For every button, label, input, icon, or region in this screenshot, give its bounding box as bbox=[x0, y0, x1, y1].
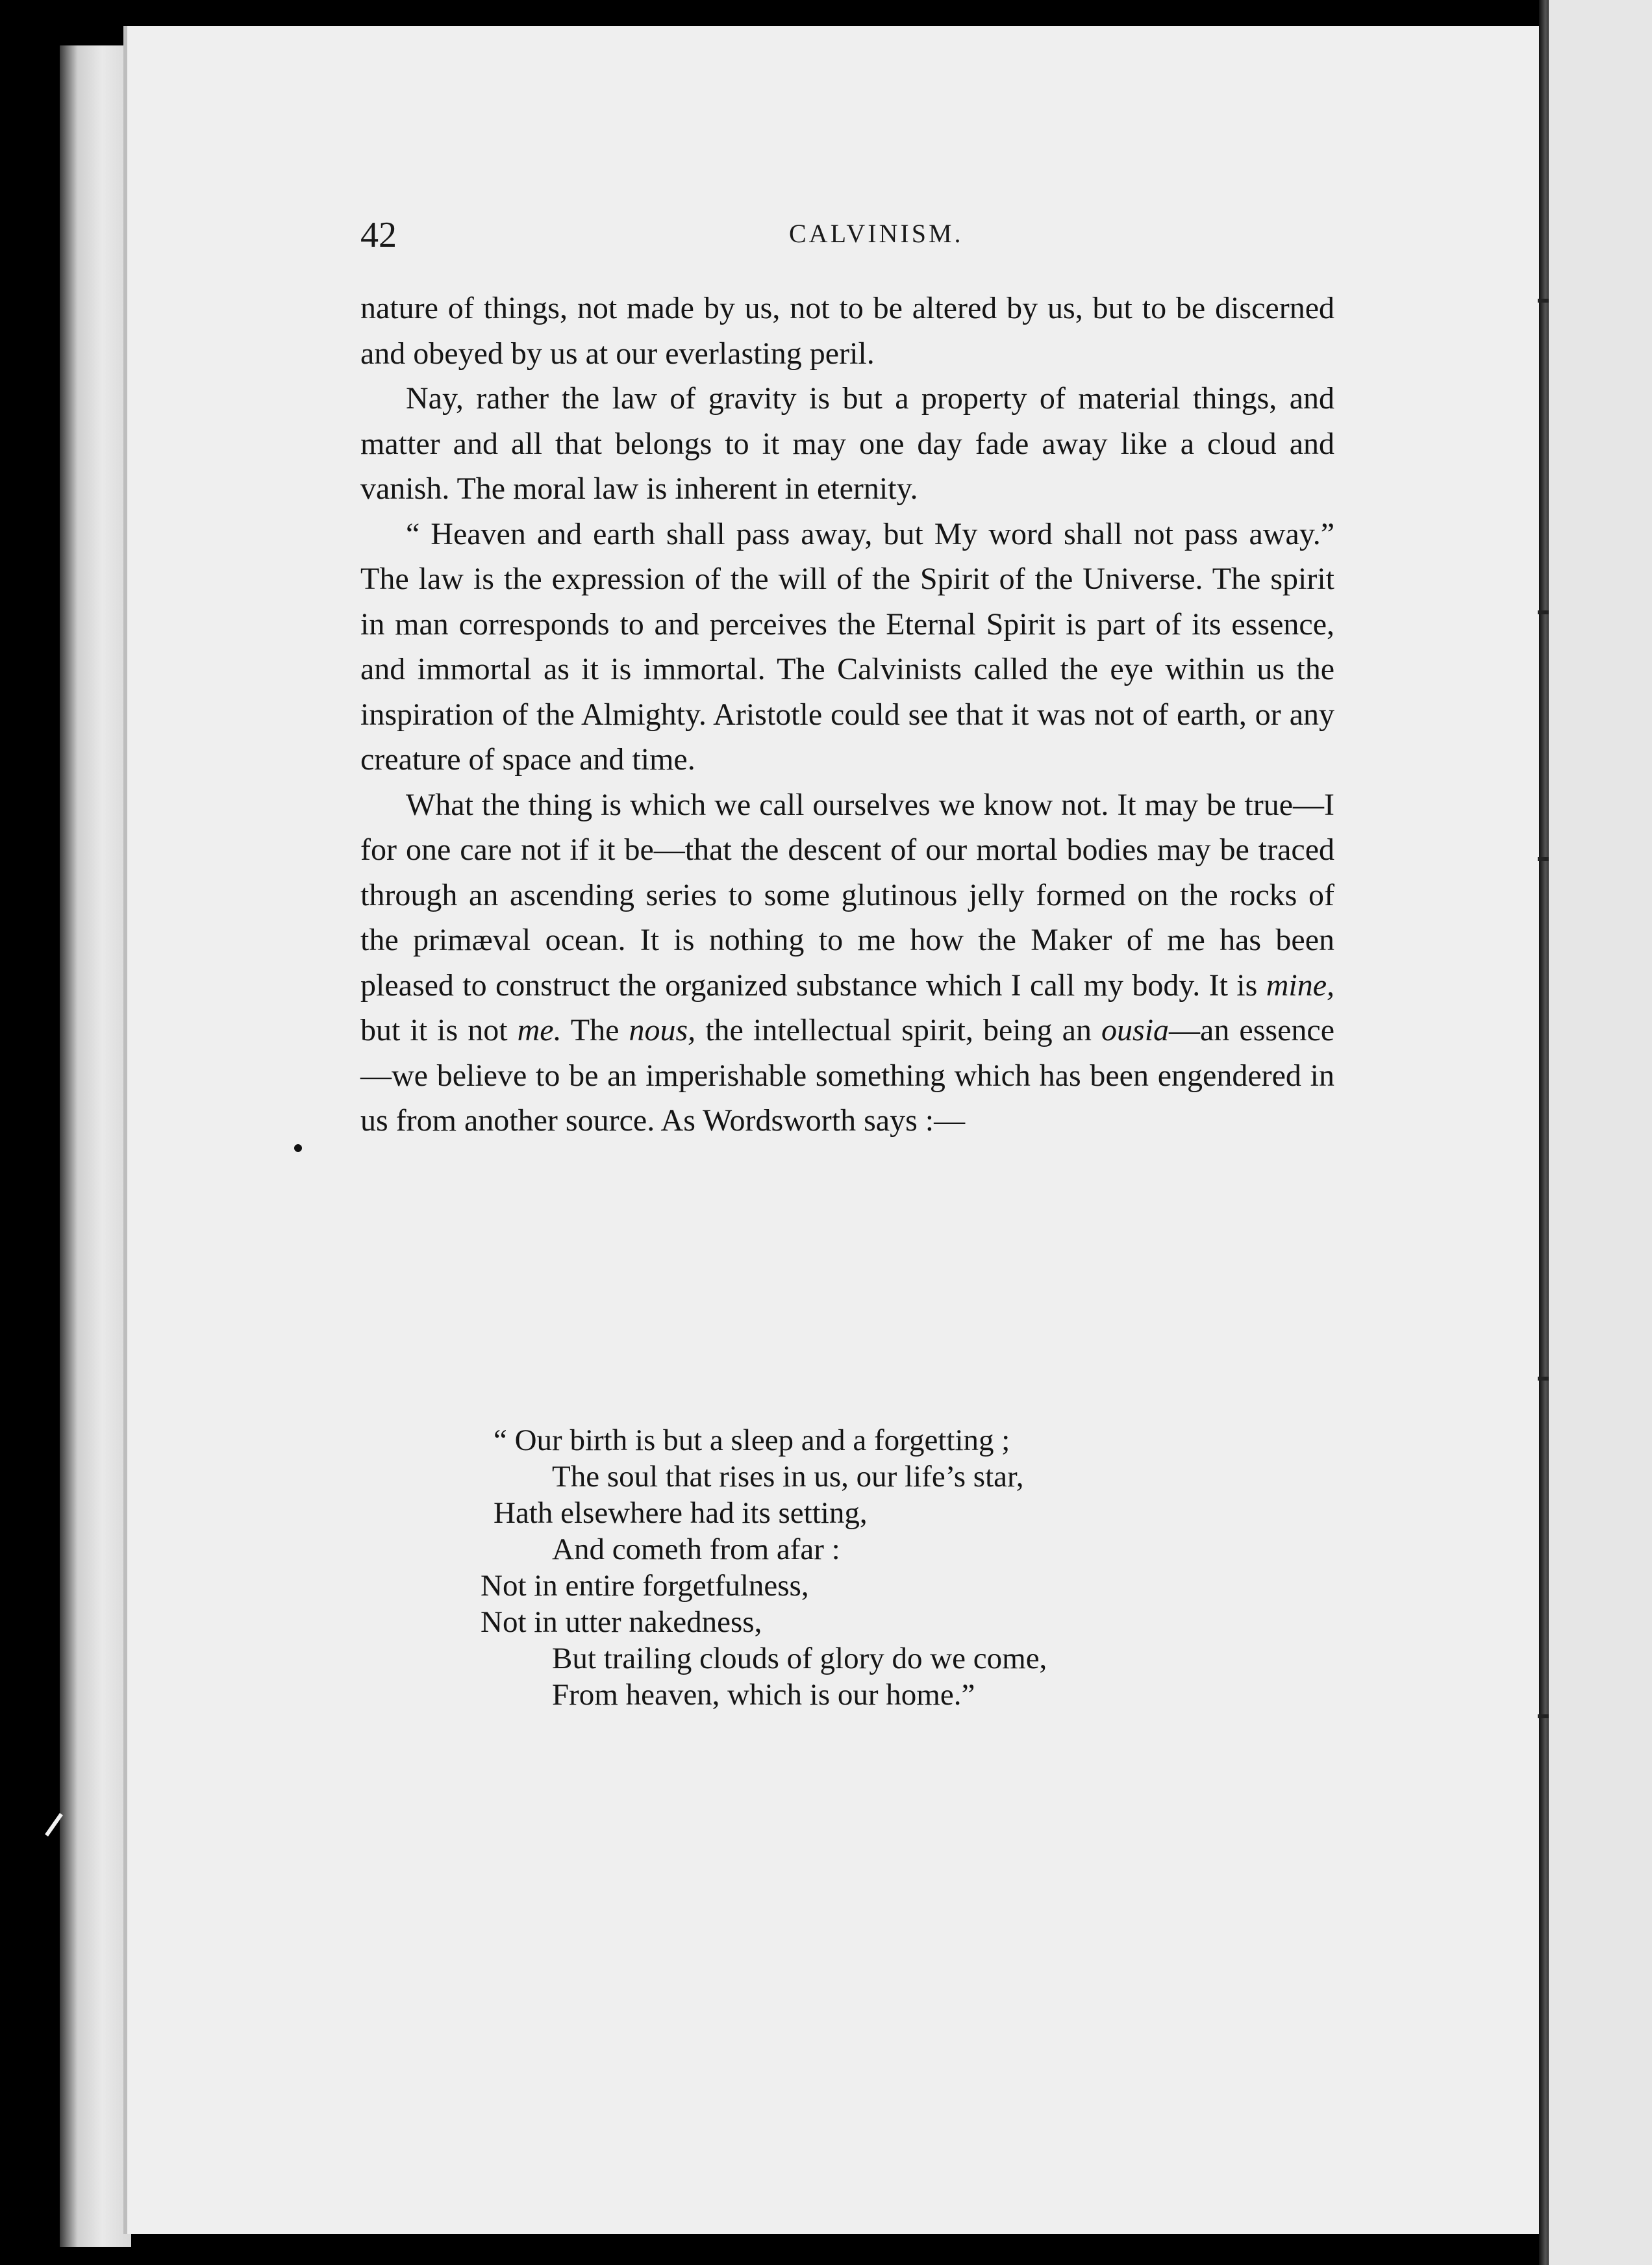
ink-speck bbox=[294, 1144, 302, 1152]
paragraph: “ Heaven and earth shall pass away, but My word shall not pass away.” The law is the expression of the will of the Spirit of the Universe. The spirit in man corresponds to and perceives the Eternal Spirit is part of its essence, and immortal as it is immortal. The Calvinists called the eye within us the inspiration of the Almighty. Aristotle could see that it was not of earth, or any creature of space and time. bbox=[360, 516, 1334, 777]
poem-line: “ Our birth is but a sleep and a forgetting ; bbox=[494, 1423, 1010, 1457]
paragraph bbox=[360, 782, 1334, 1144]
poem-line: Hath elsewhere had its setting, bbox=[494, 1496, 868, 1530]
poem-line: Not in entire forgetfulness, bbox=[481, 1569, 809, 1603]
text-run: The bbox=[561, 1013, 629, 1047]
paragraph: Nay, rather the law of gravity is but a property of material things, and matter and all that belongs to it may one day fade away like a cloud and vanish. The moral law is inherent in eternity. bbox=[360, 381, 1334, 506]
poem-line: But trailing clouds of glory do we come, bbox=[552, 1642, 1047, 1675]
facing-page bbox=[1549, 0, 1652, 2265]
poem-line: Not in utter nakedness, bbox=[481, 1605, 762, 1639]
italic-word: mine, bbox=[1266, 968, 1334, 1003]
page-number: 42 bbox=[360, 215, 397, 255]
paragraph: nature of things, not made by us, not to be altered by us, but to be discerned and obeyed by us at our everlasting peril. bbox=[360, 291, 1334, 371]
body-text bbox=[360, 286, 1334, 1144]
italic-word: nous, bbox=[629, 1013, 696, 1047]
book-edge bbox=[60, 45, 131, 2247]
italic-word: ousia bbox=[1101, 1013, 1170, 1047]
running-head bbox=[360, 214, 1341, 260]
text-run: What the thing is which we call ourselves we know not. It may be true—I for one care not if it be—that the descent of our mortal bodies may be traced through an ascending series to some glutinous jelly formed on the rocks of the primæval ocean. It is nothing to me how the Maker of me has been pleased to construct the organized substance which I call my body. It is bbox=[360, 787, 1334, 1003]
text-run: but it is not bbox=[360, 1013, 518, 1047]
text-run: —an essence—we believe to be an imperishable something which has been engendered in us from another source. As Wordsworth says :— bbox=[360, 1013, 1334, 1138]
poem-line: And cometh from afar : bbox=[552, 1533, 840, 1566]
text-run: the intellectual spirit, being an bbox=[695, 1013, 1102, 1047]
poem-line: From heaven, which is our home.” bbox=[552, 1678, 975, 1712]
italic-word: me. bbox=[517, 1013, 562, 1047]
running-title: CALVINISM. bbox=[789, 219, 964, 248]
poem-line: The soul that rises in us, our life’s star, bbox=[552, 1460, 1024, 1494]
poem-quotation bbox=[481, 1422, 1208, 1713]
